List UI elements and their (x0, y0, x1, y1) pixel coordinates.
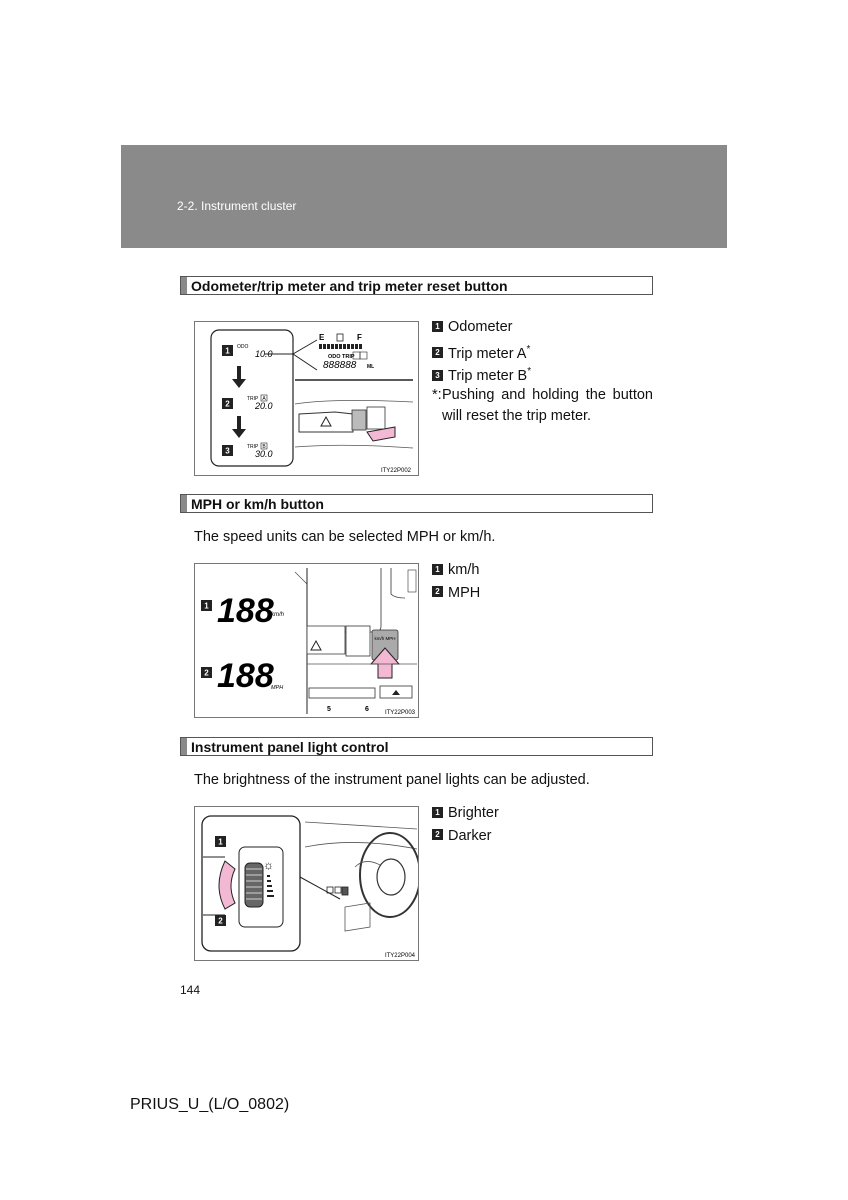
gauge-f: F (357, 333, 362, 342)
unit-mph: MPH (271, 685, 284, 691)
light-icon: ☼ (263, 858, 274, 872)
trip-a-value: 20.0 (255, 401, 273, 411)
section-title: Instrument panel light control (191, 739, 389, 755)
legend-item (432, 560, 480, 583)
section-heading-odometer (180, 276, 653, 295)
figure-code: ITY22P003 (384, 710, 415, 716)
down-arrow-icon (232, 429, 246, 438)
trip-b-value: 30.0 (255, 449, 273, 459)
footnote-marker: *: (432, 387, 442, 403)
dial-6: 6 (365, 706, 369, 713)
step-1-number: 1 (225, 346, 230, 356)
section-heading-mph (180, 494, 653, 513)
footnote (432, 385, 653, 426)
legend-label: km/h (448, 562, 480, 578)
figure-code: ITY22P004 (384, 953, 415, 959)
brightness-dial (245, 863, 263, 907)
speed-mph: 188 (217, 657, 274, 695)
asterisk: * (526, 343, 531, 355)
legend-item (432, 362, 531, 385)
page-number: 144 (180, 983, 201, 997)
section-tab (181, 495, 187, 512)
rotate-arrow-icon (219, 861, 235, 909)
legend-label: Brighter (448, 805, 499, 821)
trip-label-b: TRIP (247, 444, 259, 450)
legend-badge: 2 (432, 586, 443, 597)
display-caption: ODO TRIP (328, 354, 355, 360)
figure-speed-units (194, 563, 419, 718)
legend-label: Odometer (448, 319, 513, 335)
legend-label: Trip meter A (448, 345, 527, 362)
odo-value: 10.0 (255, 349, 273, 359)
section-heading-light-control (180, 737, 653, 756)
legend-item (432, 826, 499, 849)
button-label: km/h MPH (374, 636, 396, 641)
step-1-number: 1 (204, 601, 209, 611)
down-arrow-icon (232, 379, 246, 388)
display-unit: ML (367, 364, 375, 370)
section-body: The brightness of the instrument panel lights can be adjusted. (194, 772, 590, 788)
legend-item (432, 803, 499, 826)
legend-odometer (432, 317, 531, 385)
header-section-title: 2-2. Instrument cluster (177, 199, 297, 213)
step-2-number: 2 (204, 668, 209, 678)
fuel-bar-segments (319, 344, 362, 349)
legend-label: Trip meter B (448, 367, 528, 384)
footnote-text: Pushing and holding the button will reset the trip meter. (442, 387, 653, 424)
section-tab (181, 738, 187, 755)
legend-badge: 1 (432, 321, 443, 332)
dial-5: 5 (327, 706, 331, 713)
section-title: Odometer/trip meter and trip meter reset button (191, 278, 508, 294)
figure-code: ITY22P002 (380, 468, 411, 474)
legend-badge: 3 (432, 370, 443, 381)
section-title: MPH or km/h button (191, 496, 324, 512)
legend-badge: 1 (432, 807, 443, 818)
legend-item (432, 583, 480, 606)
unit-kmh: km/h (271, 612, 285, 618)
fuel-pump-icon (337, 334, 343, 341)
step-2-number: 2 (218, 916, 223, 926)
legend-item (432, 340, 531, 363)
speed-kmh: 188 (217, 592, 274, 630)
steering-wheel-icon (360, 833, 418, 917)
asterisk: * (527, 366, 532, 377)
header-band (121, 145, 727, 248)
gauge-e: E (319, 333, 325, 342)
odo-label: ODO (237, 344, 249, 350)
figure-odometer (194, 321, 419, 476)
trip-a-letter: A (262, 396, 266, 402)
step-3-number: 3 (225, 446, 230, 456)
legend-label: MPH (448, 584, 481, 601)
step-2-number: 2 (225, 399, 230, 409)
footer-code: PRIUS_U_(L/O_0802) (130, 1096, 290, 1113)
section-body: The speed units can be selected MPH or km/h. (194, 529, 496, 545)
legend-badge: 2 (432, 829, 443, 840)
legend-speed-units (432, 560, 480, 605)
section-tab (181, 277, 187, 294)
down-arrow-icon (237, 366, 241, 380)
trip-label: TRIP (247, 396, 259, 402)
trip-b-letter: B (262, 444, 266, 450)
legend-label: Darker (448, 827, 492, 844)
figure-light-control (194, 806, 419, 961)
legend-light-control (432, 803, 499, 848)
legend-item (432, 317, 531, 340)
step-1-number: 1 (218, 837, 223, 847)
legend-badge: 1 (432, 564, 443, 575)
legend-badge: 2 (432, 347, 443, 358)
down-arrow-icon (237, 416, 241, 430)
display-value: 888888 (323, 360, 357, 371)
